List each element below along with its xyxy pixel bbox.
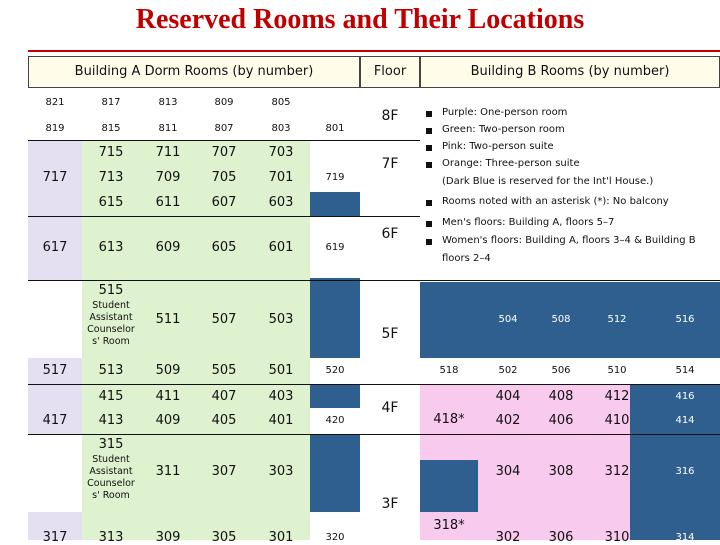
room-513: 513 [98, 363, 124, 378]
legend-bullet [426, 145, 432, 151]
room-609: 609 [155, 240, 181, 255]
room-601: 601 [268, 240, 294, 255]
room-615: 615 [98, 195, 124, 210]
room-403: 403 [268, 389, 294, 404]
building-b-header: Building B Rooms (by number) [470, 64, 670, 79]
room-504: 504 [498, 314, 518, 325]
sep-4f [28, 434, 720, 435]
legend-bullet [426, 239, 432, 245]
room-817: 817 [101, 97, 121, 108]
a-col6-cell-7f [310, 140, 360, 192]
room-605: 605 [211, 240, 237, 255]
room-819: 819 [45, 123, 65, 134]
room-304: 304 [495, 464, 521, 479]
room-813: 813 [158, 97, 178, 108]
room-507: 507 [211, 312, 237, 327]
room-511: 511 [155, 312, 181, 327]
room-401: 401 [268, 413, 294, 428]
sa-line: s' Room [92, 490, 130, 501]
room-807: 807 [214, 123, 234, 134]
b-col-last-blue-3f [630, 434, 720, 540]
room-506: 506 [551, 365, 571, 376]
room-404: 404 [495, 389, 521, 404]
room-705: 705 [211, 170, 237, 185]
room-611: 611 [155, 195, 181, 210]
legend-men: Men's floors: Building A, floors 5–7 [442, 217, 615, 228]
room-516: 516 [675, 314, 695, 325]
legend-bullet [426, 111, 432, 117]
room-417: 417 [42, 413, 68, 428]
room-501: 501 [268, 363, 294, 378]
room-508: 508 [551, 314, 571, 325]
legend-pink: Pink: Two-person suite [442, 141, 554, 152]
room-303: 303 [268, 464, 294, 479]
sa-room-3f [82, 454, 140, 502]
floor-3f: 3F [381, 496, 399, 512]
room-815: 815 [101, 123, 121, 134]
room-405: 405 [211, 413, 237, 428]
room-505: 505 [211, 363, 237, 378]
room-502: 502 [498, 365, 518, 376]
floor-6f: 6F [381, 226, 399, 242]
legend-women: Women's floors: Building A, floors 3–4 & Building B [442, 235, 696, 246]
floor-4f: 4F [381, 400, 399, 416]
room-413: 413 [98, 413, 124, 428]
room-715: 715 [98, 145, 124, 160]
room-313: 313 [98, 530, 124, 545]
title-rule [28, 50, 720, 52]
room-414: 414 [675, 415, 695, 426]
room-317: 317 [42, 530, 68, 545]
room-320: 320 [325, 532, 345, 543]
room-306: 306 [548, 530, 574, 545]
room-410: 410 [604, 413, 630, 428]
room-803: 803 [271, 123, 291, 134]
sep-6f [28, 280, 720, 281]
sa-line: Assistant [89, 466, 133, 477]
room-801: 801 [325, 123, 345, 134]
room-517: 517 [42, 363, 68, 378]
legend-green: Green: Two-person room [442, 124, 565, 135]
legend-bullet [426, 221, 432, 227]
room-619: 619 [325, 242, 345, 253]
room-411: 411 [155, 389, 181, 404]
room-408: 408 [548, 389, 574, 404]
legend-bullet [426, 200, 432, 206]
room-509: 509 [155, 363, 181, 378]
room-308: 308 [548, 464, 574, 479]
room-415: 415 [98, 389, 124, 404]
room-305: 305 [211, 530, 237, 545]
a-515-white [28, 280, 82, 358]
room-409: 409 [155, 413, 181, 428]
room-510: 510 [607, 365, 627, 376]
room-301: 301 [268, 530, 294, 545]
room-821: 821 [45, 97, 65, 108]
legend-purple: Purple: One-person room [442, 107, 568, 118]
a-315-white [28, 434, 82, 512]
room-406: 406 [548, 413, 574, 428]
building-a-header: Building A Dorm Rooms (by number) [74, 64, 314, 79]
room-503: 503 [268, 312, 294, 327]
room-515: 515 [98, 283, 124, 298]
room-717: 717 [42, 170, 68, 185]
room-520: 520 [325, 365, 345, 376]
room-713: 713 [98, 170, 124, 185]
sa-line: Counselor [87, 324, 135, 335]
room-617: 617 [42, 240, 68, 255]
room-402: 402 [495, 413, 521, 428]
b-cols-pink-3f [478, 434, 630, 540]
room-518: 518 [439, 365, 459, 376]
room-416: 416 [675, 391, 695, 402]
legend-women-cont: floors 2–4 [442, 253, 491, 264]
room-603: 603 [268, 195, 294, 210]
room-703: 703 [268, 145, 294, 160]
room-309: 309 [155, 530, 181, 545]
room-420: 420 [325, 415, 345, 426]
sep-5f [28, 384, 720, 385]
room-613: 613 [98, 240, 124, 255]
floor-header: Floor [373, 64, 407, 79]
room-315: 315 [98, 437, 124, 452]
room-607: 607 [211, 195, 237, 210]
room-412: 412 [604, 389, 630, 404]
sa-line: Assistant [89, 312, 133, 323]
room-809: 809 [214, 97, 234, 108]
room-302: 302 [495, 530, 521, 545]
legend-orange: Orange: Three-person suite [442, 158, 580, 169]
sa-line: Student [92, 300, 130, 311]
room-512: 512 [607, 314, 627, 325]
room-719: 719 [325, 172, 345, 183]
room-311: 311 [155, 464, 181, 479]
legend-blue-note: (Dark Blue is reserved for the Int'l House.) [442, 176, 654, 187]
room-407: 407 [211, 389, 237, 404]
room-707: 707 [211, 145, 237, 160]
page-title: Reserved Rooms and Their Locations [135, 4, 585, 35]
room-314: 314 [675, 532, 695, 543]
sa-line: s' Room [92, 336, 130, 347]
room-316: 316 [675, 466, 695, 477]
room-709: 709 [155, 170, 181, 185]
room-418: 418* [433, 412, 465, 427]
room-307: 307 [211, 464, 237, 479]
room-701: 701 [268, 170, 294, 185]
legend-bullet [426, 162, 432, 168]
sa-room-5f [82, 300, 140, 348]
room-711: 711 [155, 145, 181, 160]
room-514: 514 [675, 365, 695, 376]
room-811: 811 [158, 123, 178, 134]
floor-8f: 8F [381, 108, 399, 124]
room-310: 310 [604, 530, 630, 545]
room-805: 805 [271, 97, 291, 108]
room-312: 312 [604, 464, 630, 479]
legend-bullet [426, 128, 432, 134]
legend-asterisk: Rooms noted with an asterisk (*): No balcony [442, 196, 669, 207]
sa-line: Student [92, 454, 130, 465]
floor-5f: 5F [381, 326, 399, 342]
sa-line: Counselor [87, 478, 135, 489]
room-318: 318* [433, 518, 465, 533]
floor-7f: 7F [381, 156, 399, 172]
